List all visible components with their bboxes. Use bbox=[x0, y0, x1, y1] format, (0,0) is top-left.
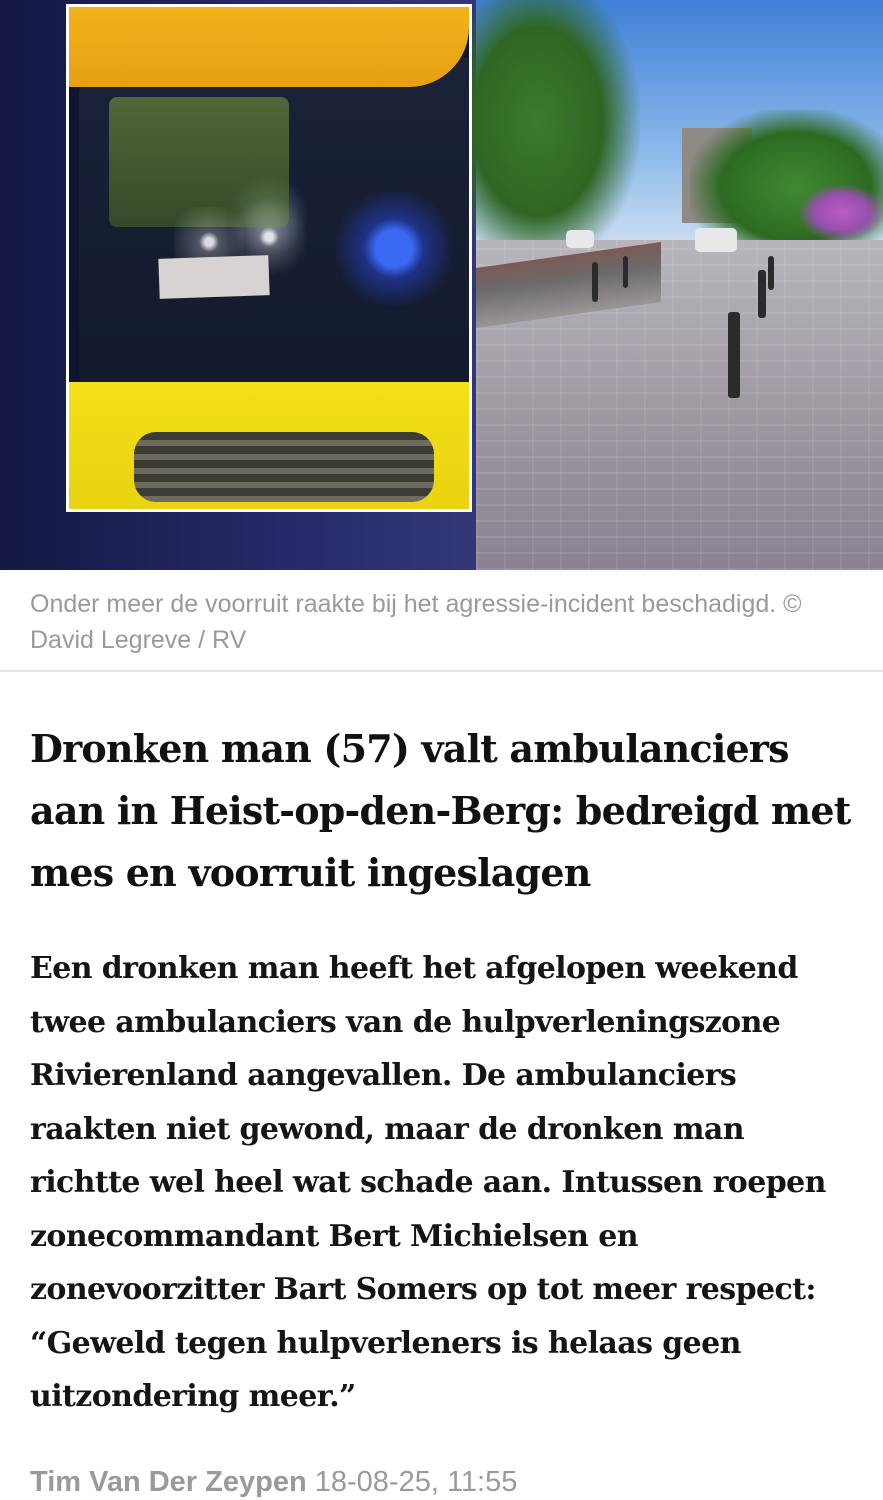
photo-caption: Onder meer de voorruit raakte bij het agressie-incident beschadigd. © David Legreve / RV bbox=[0, 570, 883, 672]
publish-timestamp: 18-08-25, 11:55 bbox=[314, 1465, 518, 1498]
ambulance-roof bbox=[69, 7, 469, 87]
article-title: Dronken man (57) valt ambulanciers aan in Heist-op-den-Berg: bedreigd met mes en voorruit ingeslagen bbox=[30, 726, 851, 895]
article-hero-image[interactable] bbox=[0, 0, 883, 570]
hero-bollard bbox=[768, 256, 774, 290]
hero-inset-ambulance-photo bbox=[66, 4, 472, 512]
hero-car bbox=[566, 230, 594, 248]
hero-trees-left bbox=[470, 0, 640, 270]
byline bbox=[0, 1424, 883, 1499]
ambulance-grille bbox=[134, 432, 434, 502]
hero-bollard bbox=[592, 262, 598, 302]
article-intro: Een dronken man heeft het afgelopen weekend twee ambulanciers van de hulpverleningszone Rivierenland aangevallen. De ambulanciers raakten niet gewond, maar de dronken man richtte wel heel wat schade aan. Intussen roepen zonecommandant Bert Michielsen en zonevoorzitter Bart Somers op tot meer respect: “Geweld tegen hulpverleners is helaas geen uitzondering meer.” bbox=[30, 951, 826, 1414]
hero-car bbox=[695, 228, 737, 252]
hero-flowers bbox=[800, 185, 883, 240]
ambulance-dashboard-paper bbox=[158, 255, 269, 299]
hero-bollard bbox=[728, 312, 740, 398]
hero-bollard bbox=[758, 270, 766, 318]
author-name[interactable]: Tim Van Der Zeypen bbox=[30, 1465, 307, 1498]
hero-bollard bbox=[623, 256, 628, 288]
